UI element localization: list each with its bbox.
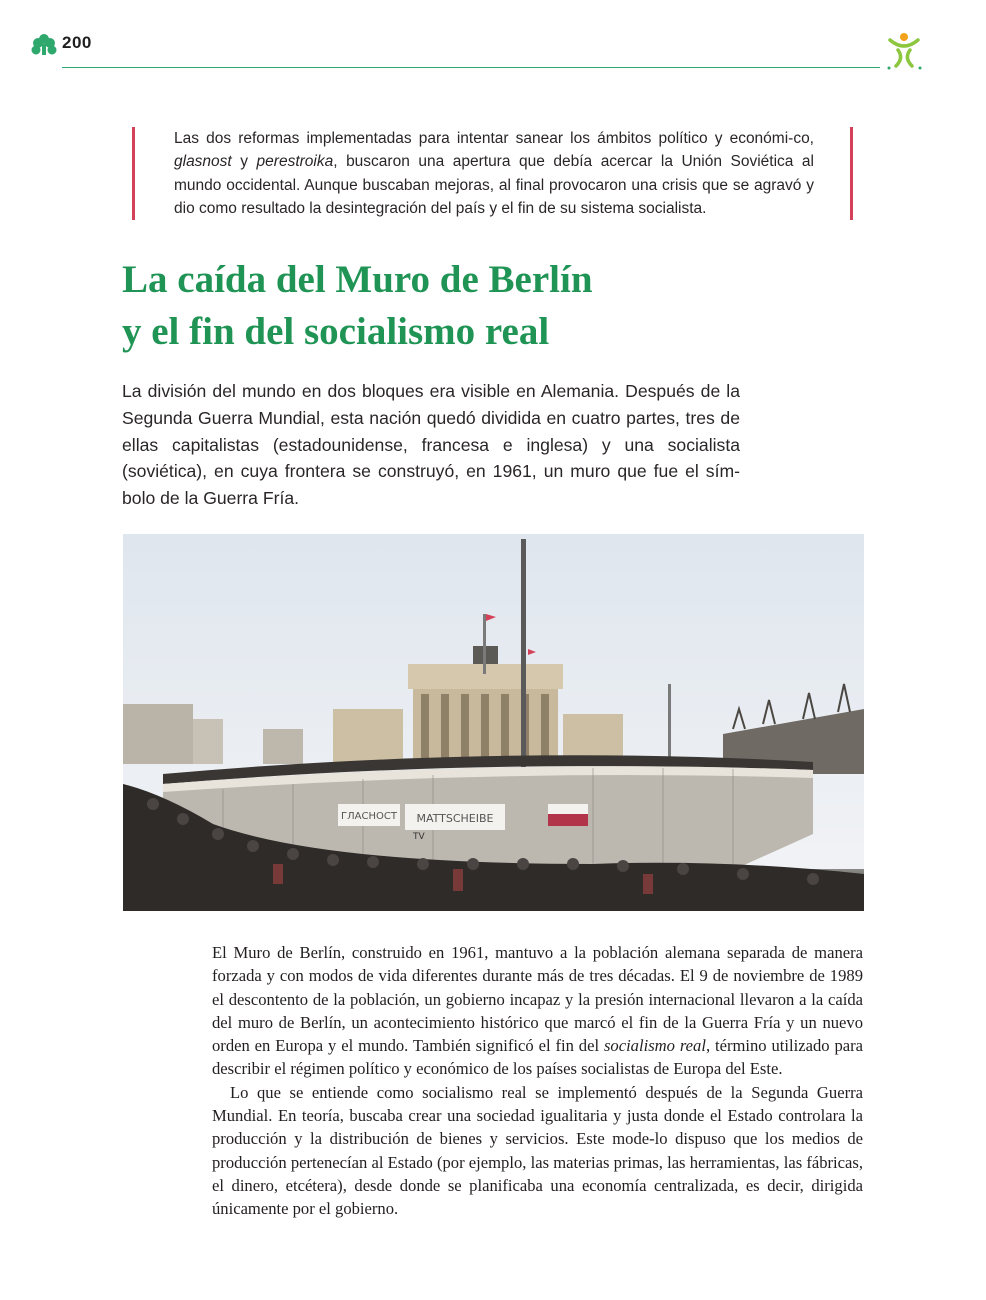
term-socialismo-real: socialismo real [603, 1036, 706, 1056]
banner-mattscheibe: MATTSCHEIBE [416, 812, 494, 825]
title-line-1: La caída del Muro de Berlín [122, 258, 593, 301]
body-paragraph-1: El Muro de Berlín, construido en 1961, mantuvo a la población alemana separada de manera forzada y con modos de vida diferentes durante más de tres décadas. El 9 de noviembre de 1989 el descontento de la población, un gobierno incapaz y la presión internacional llevaron a la caída del muro de Berlín, un acontecimiento histórico que marcó el fin de la Guerra Fría y un nuevo orden en Europa y el mundo. También significó el fin del socialismo real, término utilizado para describir el régimen político y económico de los países socialistas de Europa del Este. [212, 943, 864, 1079]
photo-illustration [123, 534, 864, 911]
intro-text: Las dos reformas implementadas para intentar sanear los ámbitos político y económi-co, glasnost y perestroika, buscaron una apertura que debía acercar la Unión Soviética al mundo occidental. Aunque buscaban mejoras, al final provocaron una crisis que se agravó y dio como resultado la desintegración del país y el fin de su sistema socialista. [174, 130, 814, 218]
banner-glasnost: ГЛАСНОСТ [341, 811, 397, 822]
callout-bar-left [132, 127, 135, 220]
body-text [212, 941, 863, 1221]
callout-bar-right [850, 127, 853, 220]
intro-callout [132, 127, 853, 222]
lead-paragraph: La división del mundo en dos bloques era visible en Alemania. Después de la Segunda Guerra Mundial, esta nación quedó dividida en cuatro partes, tres de ellas capitalistas (estadounidense, francesa e inglesa) y una socialista (soviética), en cuya frontera se construyó, en 1961, un muro que fue el sím-bolo de la Guerra Fría. [122, 381, 740, 509]
term-glasnost: glasnost [174, 153, 232, 171]
section-title [122, 254, 762, 358]
page-header [0, 0, 986, 80]
page-number: 200 [62, 33, 92, 52]
banner-tv: TV [413, 832, 425, 842]
term-perestroika: perestroika [256, 153, 334, 171]
berlin-wall-photo [123, 534, 864, 911]
body-paragraph-2: Lo que se entiende como socialismo real se implementó después de la Segunda Guerra Mundial. En teoría, buscaba crear una sociedad igualitaria y justa donde el Estado controlara la producción y la distribución de bienes y servicios. Este mode-lo dispuso que los medios de producción pertenecían al Estado (por ejemplo, las materias primas, las herramientas, las fábricas, el dinero, etcétera), desde donde se planificaba una economía centralizada, es decir, dirigida únicamente por el gobierno. [212, 1082, 863, 1219]
title-line-2: y el fin del socialismo real [122, 310, 550, 353]
figure-logo-icon [884, 30, 924, 72]
header-rule [62, 67, 880, 68]
clover-logo-icon [30, 34, 58, 56]
